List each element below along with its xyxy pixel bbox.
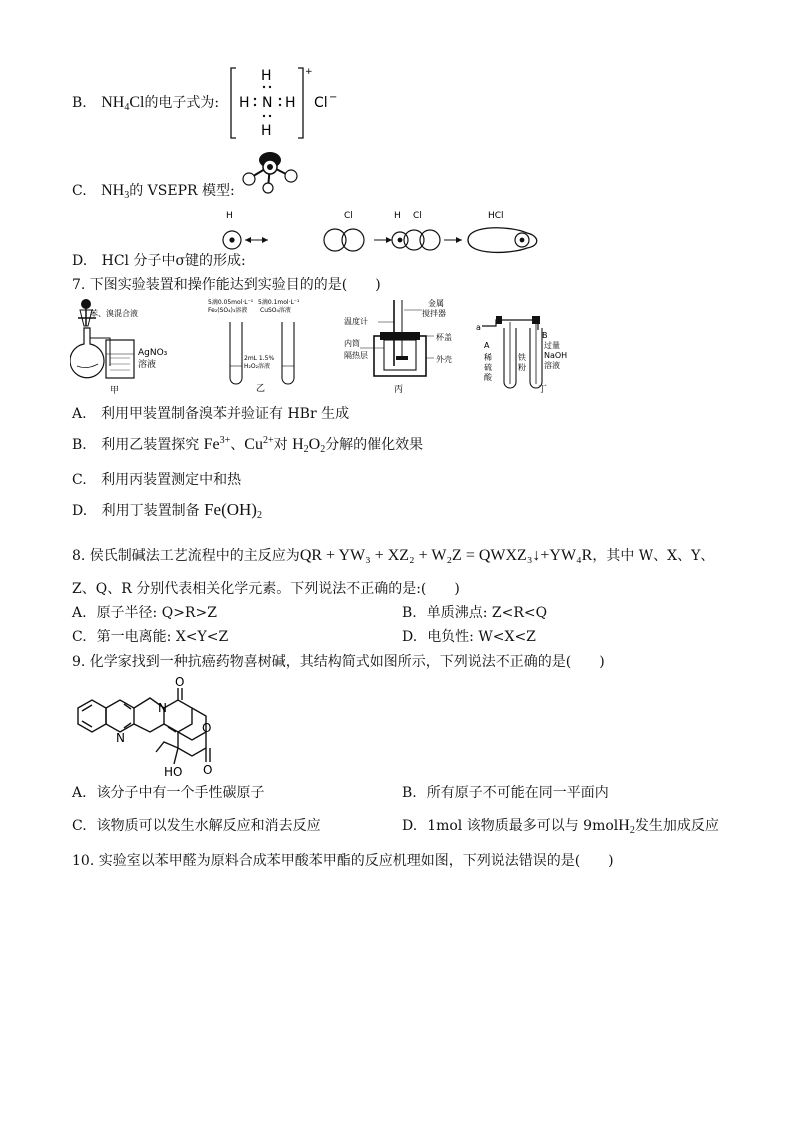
q8-option-c: C. 第一电离能: X<Y<Z: [72, 629, 229, 645]
q6-option-b: [72, 92, 219, 113]
q9-option-c: C. 该物质可以发生水解反应和消去反应: [72, 818, 321, 834]
atom-n: N: [262, 95, 273, 111]
q8-stem-line2: Z、Q、R 分别代表相关化学元素。下列说法不正确的是:( ): [72, 581, 460, 597]
apparatus-label: 乙: [256, 384, 266, 394]
option-label: C.: [72, 472, 87, 488]
svg-text:稀: 稀: [484, 353, 492, 362]
option-label: A.: [72, 406, 87, 422]
apparatus-label: 丁: [538, 385, 548, 395]
apparatus-yi: [206, 296, 316, 396]
q9-option-a: A. 该分子中有一个手性碳原子: [72, 785, 265, 801]
nh3-formula: $NH_3$: [101, 182, 130, 201]
svg-text:Cl: Cl: [344, 211, 353, 221]
option-text: 的 VSEPR 模型:: [129, 183, 235, 199]
reaction-equation: QR + YW₃ + XZ₂ + W₂Z = QWXZ₃↓+YW₄R: [299, 547, 593, 564]
atom-n: N: [158, 701, 167, 715]
apparatus-label: 丙: [394, 385, 404, 395]
option-label: C.: [72, 183, 87, 199]
camptothecin-structure: [66, 672, 266, 782]
q6-option-c: [72, 180, 235, 201]
q10-stem: 10. 实验室以苯甲醛为原料合成苯甲酸苯甲酯的反应机理如图，下列说法错误的是( ): [72, 853, 614, 869]
atom-o: O: [175, 675, 185, 689]
apparatus-label: 甲: [110, 386, 120, 396]
svg-text:B: B: [542, 331, 548, 340]
chloride-ion: Cl: [314, 95, 328, 111]
svg-text:酸: 酸: [484, 373, 492, 382]
svg-text:温度计: 温度计: [344, 317, 368, 326]
q7-option-b: B. 利用乙装置探究 $Fe^{3+}$、$Cu^{2+}$对 $H_2O_2$分解的催化效果: [72, 435, 424, 455]
svg-text:H: H: [226, 211, 233, 221]
svg-text:Cl: Cl: [413, 211, 422, 221]
apparatus-ding: [474, 306, 574, 396]
option-label: D.: [72, 253, 88, 269]
option-text: 的电子式为:: [144, 95, 220, 111]
atom-o: O: [203, 763, 213, 777]
svg-text:2mL 1.5%: 2mL 1.5%: [244, 355, 275, 362]
apparatus-bing: [342, 296, 462, 396]
svg-text:隔热层: 隔热层: [344, 351, 368, 360]
svg-text:HCl: HCl: [488, 211, 504, 221]
svg-text:杯盖: 杯盖: [436, 333, 452, 342]
nh4cl-electron-formula: [230, 62, 350, 144]
option-label: B.: [72, 437, 87, 453]
option-label: D.: [72, 503, 88, 519]
svg-text:H₂O₂溶液: H₂O₂溶液: [244, 363, 271, 370]
q9-stem: 9. 化学家找到一种抗癌药物喜树碱，其结构简式如图所示，下列说法不正确的是( ): [72, 654, 605, 670]
svg-text:AgNO₃: AgNO₃: [138, 348, 168, 358]
apparatus-jia: [70, 296, 190, 396]
svg-text:5滴0.1mol·L⁻¹: 5滴0.1mol·L⁻¹: [258, 299, 300, 306]
charge-plus: +: [305, 67, 313, 77]
svg-text:NaOH: NaOH: [544, 351, 568, 360]
hcl-sigma-bond-diagram: [222, 206, 542, 262]
option-text: HCl 分子中σ键的形成:: [101, 253, 246, 269]
option-text: 利用丙装置测定中和热: [101, 472, 242, 488]
svg-text:硫: 硫: [484, 363, 492, 372]
q8-option-a: A. 原子半径: Q>R>Z: [72, 605, 217, 621]
atom-h-right: H: [285, 95, 296, 111]
svg-text:H: H: [394, 211, 401, 221]
svg-text:5滴0.05mol·L⁻¹: 5滴0.05mol·L⁻¹: [208, 299, 254, 306]
svg-text:溶液: 溶液: [544, 361, 560, 370]
q9-option-b: B. 所有原子不可能在同一平面内: [402, 785, 609, 801]
q7-option-c: [72, 469, 241, 489]
svg-text:铁: 铁: [518, 353, 526, 362]
atom-h-bottom: H: [261, 123, 272, 139]
q8-stem-line1: 8. 侯氏制碱法工艺流程中的主反应为QR + YW₃ + XZ₂ + W₂Z = QWXZ₃↓+YW₄R，其中 W、X、Y、: [72, 547, 715, 564]
svg-text:苯、溴混合液: 苯、溴混合液: [90, 309, 138, 318]
svg-text:CuSO₄溶液: CuSO₄溶液: [260, 307, 291, 314]
atom-n: N: [116, 731, 125, 745]
svg-text:Fe₂(SO₄)₃溶液: Fe₂(SO₄)₃溶液: [208, 307, 248, 314]
nh3-vsepr-model: [240, 150, 302, 194]
q7-stem: 7. 下图实验装置和操作能达到实验目的的是( ): [72, 277, 381, 293]
atom-ho: HO: [164, 765, 183, 779]
svg-text:内筒: 内筒: [344, 339, 360, 348]
q7-option-d: D. 利用丁装置制备 $Fe(OH)_2$: [72, 500, 262, 521]
atom-h-left: H: [239, 95, 250, 111]
q6-option-d: [72, 250, 246, 270]
nh4cl-formula: $NH_4Cl$: [101, 94, 145, 113]
svg-text:粉: 粉: [518, 363, 526, 372]
svg-text:过量: 过量: [544, 341, 560, 350]
option-label: B.: [72, 95, 87, 111]
svg-text:A: A: [484, 341, 490, 350]
svg-text:a: a: [476, 323, 481, 332]
q8-option-d: D. 电负性: W<X<Z: [402, 629, 536, 645]
svg-text:外壳: 外壳: [436, 355, 452, 364]
svg-text:搅拌器: 搅拌器: [422, 309, 446, 318]
q7-option-a: [72, 403, 349, 423]
svg-text:金属: 金属: [428, 299, 444, 308]
svg-text:溶液: 溶液: [138, 360, 157, 370]
q9-option-d: D. 1mol 该物质最多可以与 9molH$_2$发生加成反应: [402, 817, 719, 836]
charge-minus: −: [329, 92, 338, 103]
atom-h-top: H: [261, 68, 272, 84]
option-text: 利用甲装置制备溴苯并验证有 HBr 生成: [101, 406, 350, 422]
atom-o: O: [202, 721, 212, 735]
q8-option-b: B. 单质沸点: Z<R<Q: [402, 605, 548, 621]
